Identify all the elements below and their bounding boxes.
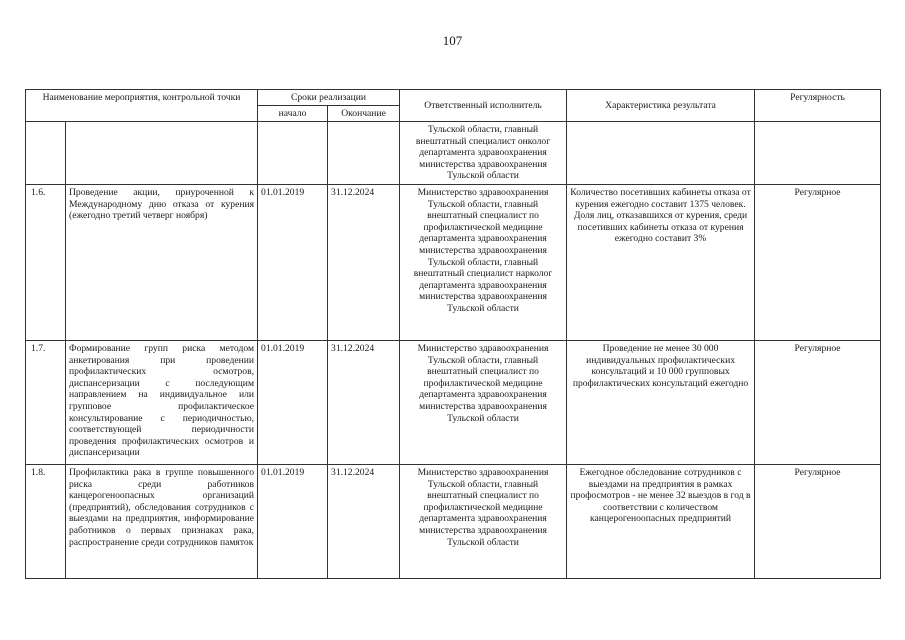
activity-name: Проведение акции, приуроченной к Международному дню отказа от курения (ежегодно третий четверг ноября) <box>66 184 258 340</box>
row-number: 1.6. <box>26 184 66 340</box>
executor: Министерство здравоохранения Тульской области, главный внештатный специалист по профилактической медицине департамента здравоохранения министерства здравоохранения Тульской области, главный внештатный специалист нарколог департамента здравоохранения министерства здравоохранения Тульской области <box>400 184 567 340</box>
header-executor: Ответственный исполнитель <box>400 90 567 122</box>
table-row <box>26 464 881 578</box>
page-number: 107 <box>442 33 463 48</box>
regularity: Регулярное <box>755 184 881 340</box>
end-date: 31.12.2024 <box>328 340 400 464</box>
result: Ежегодное обследование сотрудников с выездами на предприятия в рамках профосмотров - не менее 32 выездов в год в соответствии с количеством канцерогеноопасных предприятий <box>567 464 755 578</box>
row-number: 1.8. <box>26 464 66 578</box>
activity-name: Формирование групп риска методом анкетирования при проведении профилактических осмотров, диспансеризации с последующим направлением на индивидуальное или групповое профилактическое консультирование с периодичностью, соответствующей периодичности проведения профилактических осмотров и диспансеризации <box>66 340 258 464</box>
table-row <box>26 340 881 464</box>
header-name: Наименование мероприятия, контрольной точки <box>26 90 258 122</box>
end-date: 31.12.2024 <box>328 464 400 578</box>
activities-table <box>25 89 881 579</box>
regularity: Регулярное <box>755 464 881 578</box>
activity-name <box>66 122 258 185</box>
start-date: 01.01.2019 <box>258 464 328 578</box>
regularity <box>755 122 881 185</box>
start-date <box>258 122 328 185</box>
table-row <box>26 184 881 340</box>
start-date: 01.01.2019 <box>258 340 328 464</box>
header-end: Окончание <box>328 106 400 122</box>
executor: Тульской области, главный внештатный специалист онколог департамента здравоохранения министерства здравоохранения Тульской области <box>400 122 567 185</box>
result: Проведение не менее 30 000 индивидуальных профилактических консультаций и 10 000 групповых профилактических консультаций ежегодно <box>567 340 755 464</box>
regularity: Регулярное <box>755 340 881 464</box>
end-date <box>328 122 400 185</box>
table-row <box>26 122 881 185</box>
header-result: Характеристика результата <box>567 90 755 122</box>
activity-name: Профилактика рака в группе повышенного риска среди работников канцерогеноопасных организаций (предприятий), обследования сотрудников с выездами на предприятия, информирование работников о первых признаках рака, распространение среди сотрудников памяток <box>66 464 258 578</box>
row-number: 1.7. <box>26 340 66 464</box>
row-number <box>26 122 66 185</box>
header-period: Сроки реализации <box>258 90 400 106</box>
result: Количество посетивших кабинеты отказа от курения ежегодно составит 1375 человек. Доля лиц, отказавшихся от курения, среди посетивших кабинеты отказа от курения ежегодно составит 3% <box>567 184 755 340</box>
start-date: 01.01.2019 <box>258 184 328 340</box>
end-date: 31.12.2024 <box>328 184 400 340</box>
header-start: начало <box>258 106 328 122</box>
executor: Министерство здравоохранения Тульской области, главный внештатный специалист по профилактической медицине департамента здравоохранения министерства здравоохранения Тульской области <box>400 340 567 464</box>
result <box>567 122 755 185</box>
header-regularity: Регулярность <box>755 90 881 122</box>
executor: Министерство здравоохранения Тульской области, главный внештатный специалист по профилактической медицине департамента здравоохранения министерства здравоохранения Тульской области <box>400 464 567 578</box>
